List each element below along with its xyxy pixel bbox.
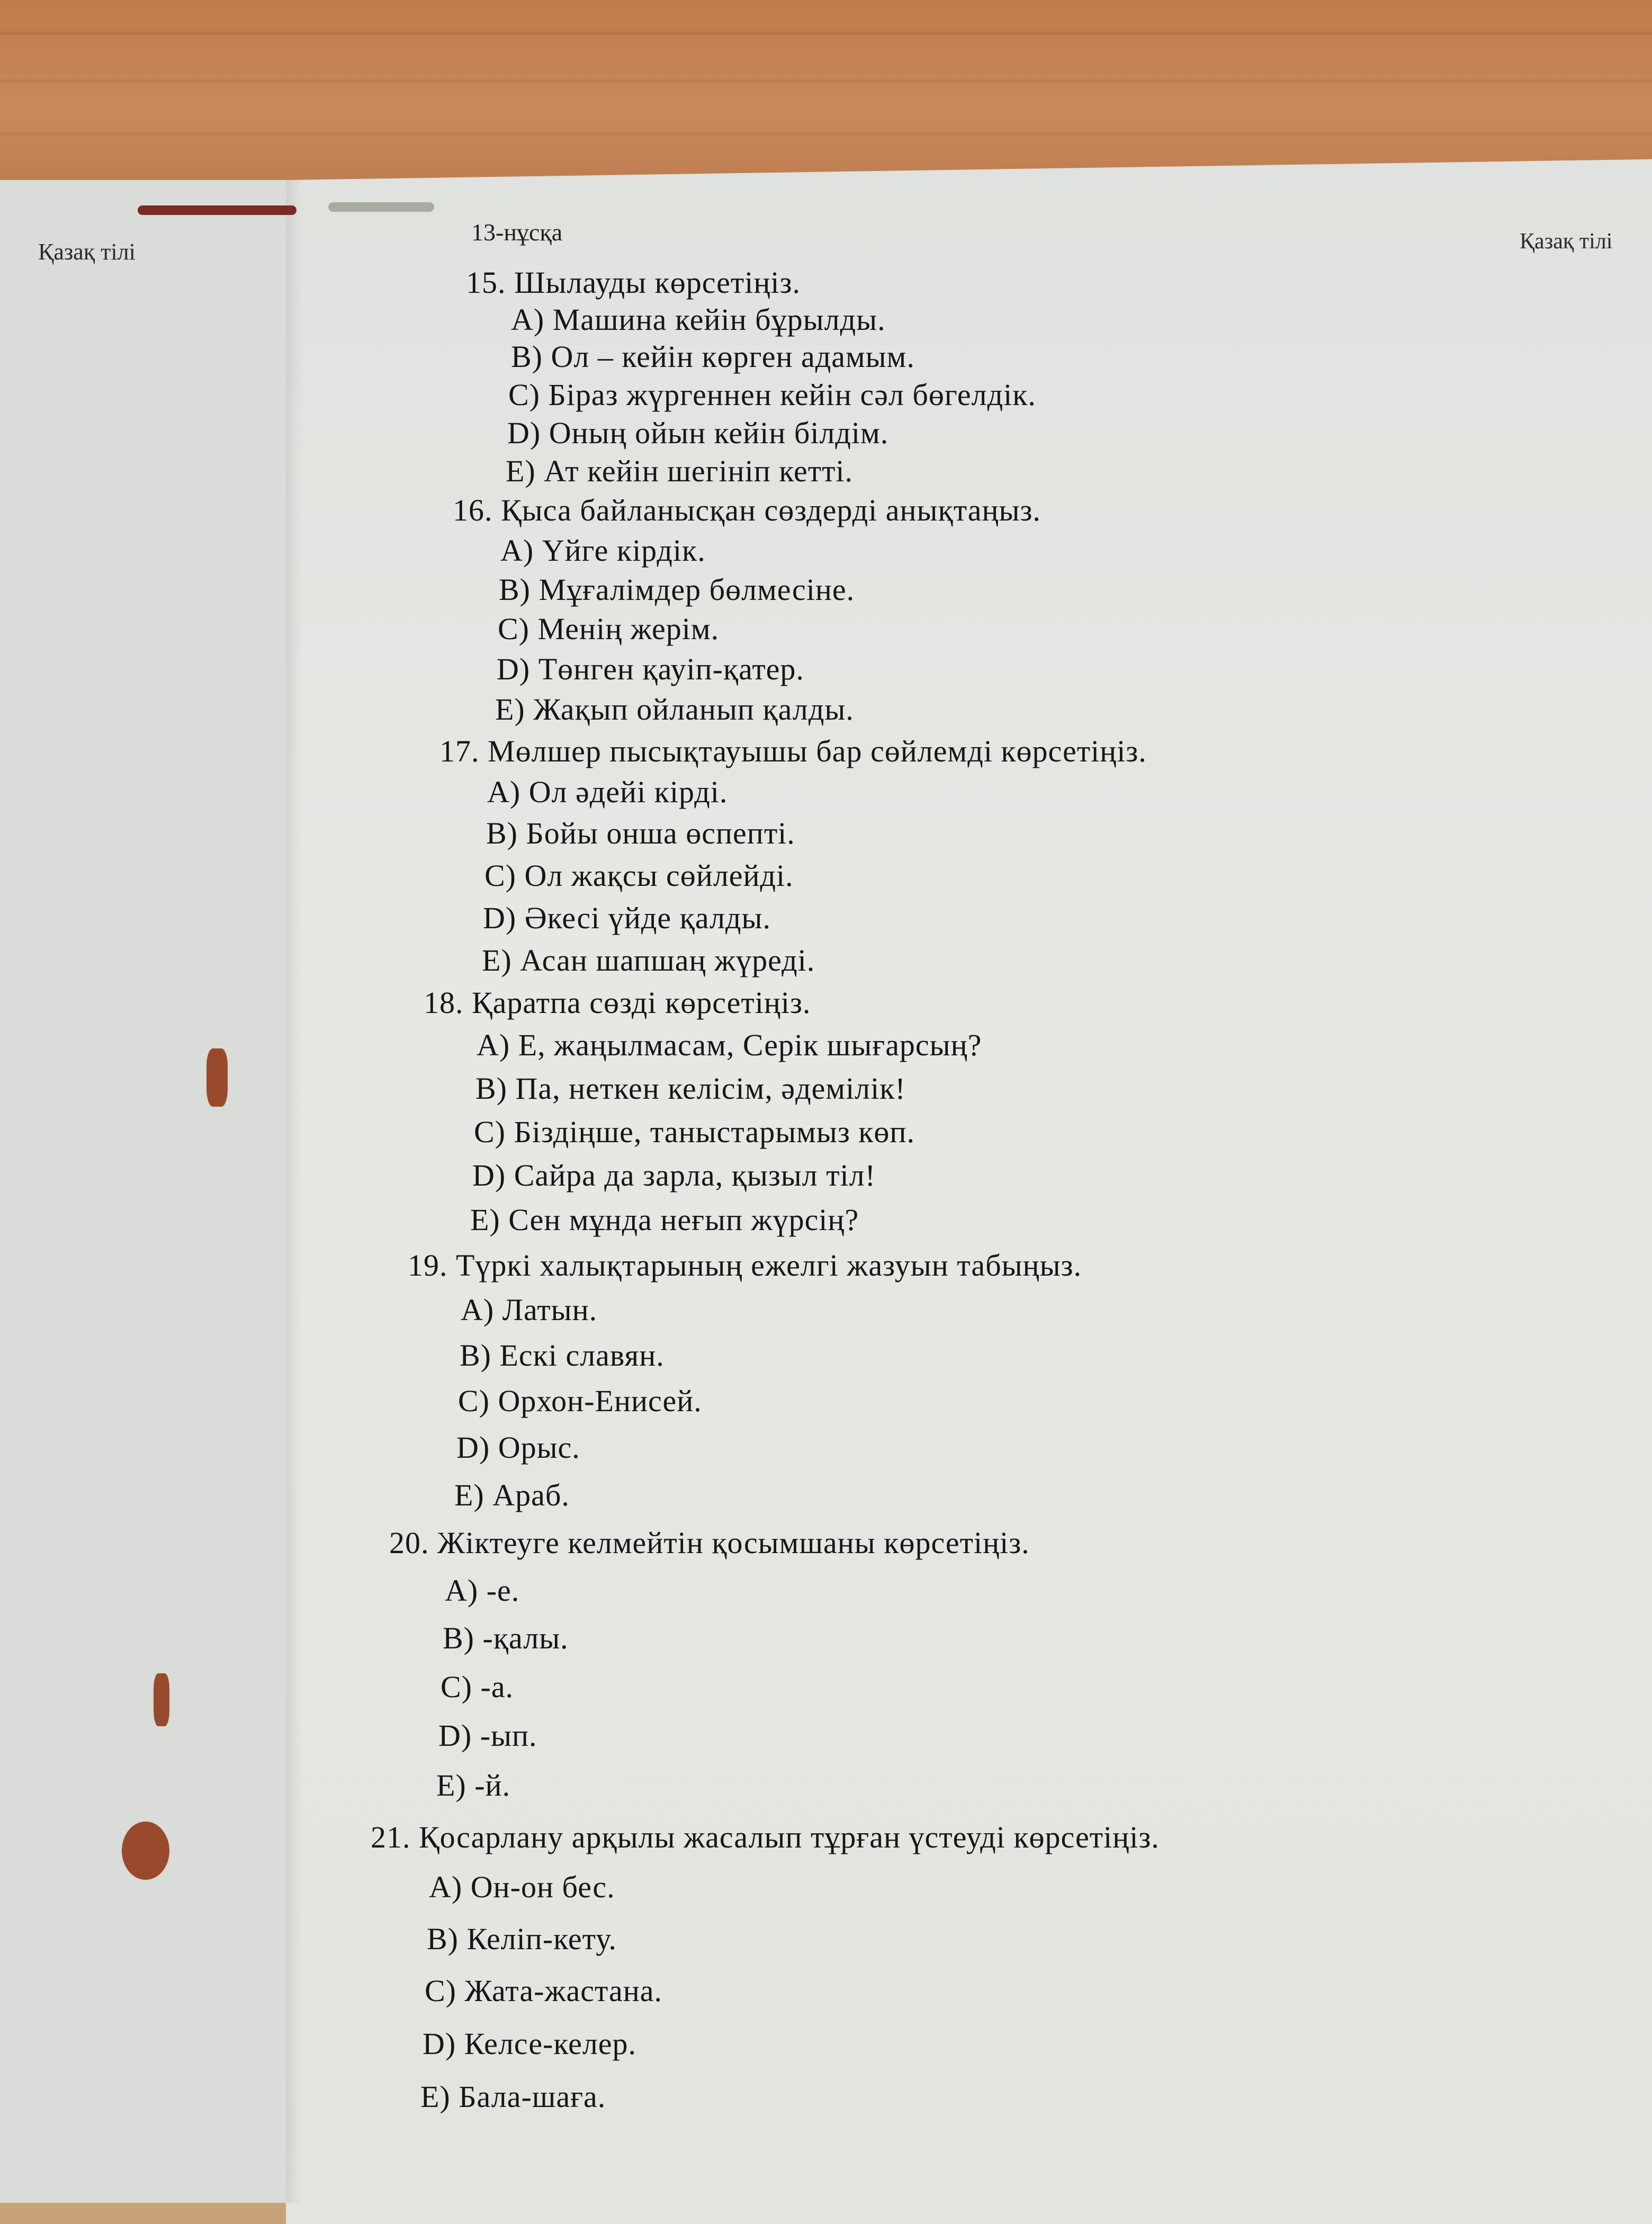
- option-21-a: A) Он-он бес.: [429, 1870, 615, 1904]
- option-18-d: D) Сайра да зарла, қызыл тіл!: [472, 1158, 876, 1192]
- question-15: [466, 265, 801, 300]
- question-number: 19.: [408, 1248, 448, 1283]
- option-21-d: D) Келсе-келер.: [423, 2026, 637, 2061]
- question-19: [408, 1248, 1082, 1283]
- option-18-c: C) Біздіңше, таныстарымыз көп.: [474, 1115, 915, 1149]
- question-text: Қосарлану арқылы жасалып тұрған үстеуді көрсетіңіз.: [419, 1820, 1160, 1854]
- option-19-b: B) Ескі славян.: [460, 1338, 665, 1373]
- question-text: Түркі халықтарының ежелгі жазуын табыңыз.: [456, 1248, 1082, 1283]
- pencil-mark: [328, 202, 434, 212]
- option-20-c: C) -а.: [441, 1670, 514, 1704]
- option-20-d: D) -ып.: [438, 1718, 537, 1753]
- option-16-a: A) Үйге кірдік.: [500, 533, 706, 568]
- question-text: Қыса байланысқан сөздерді анықтаңыз.: [501, 493, 1041, 527]
- wood-grain: [0, 132, 1652, 136]
- torn-edge: [206, 1048, 228, 1107]
- option-19-e: E) Араб.: [454, 1478, 570, 1512]
- question-text: Шылауды көрсетіңіз.: [514, 265, 801, 300]
- question-number: 16.: [453, 493, 493, 527]
- option-16-b: B) Мұғалімдер бөлмесіне.: [499, 572, 855, 607]
- option-21-c: C) Жата-жастана.: [425, 1974, 663, 2008]
- option-18-b: B) Па, неткен келісім, әдемілік!: [475, 1071, 906, 1106]
- question-number: 21.: [371, 1820, 411, 1854]
- torn-edge: [122, 1822, 169, 1880]
- option-16-e: E) Жақып ойланып қалды.: [495, 692, 854, 727]
- option-19-c: C) Орхон-Енисей.: [458, 1384, 702, 1418]
- option-17-e: E) Асан шапшаң жүреді.: [482, 943, 815, 978]
- option-15-c: C) Біраз жүргеннен кейін сәл бөгелдік.: [508, 378, 1036, 412]
- question-number: 18.: [424, 985, 464, 1020]
- torn-edge: [154, 1673, 169, 1726]
- option-15-e: E) Ат кейін шегініп кетті.: [506, 454, 854, 488]
- question-text: Жіктеуге келмейтін қосымшаны көрсетіңіз.: [437, 1526, 1030, 1560]
- option-18-a: A) Е, жаңылмасам, Серік шығарсың?: [477, 1028, 982, 1062]
- question-21: [371, 1819, 1160, 1855]
- question-16: [453, 492, 1041, 528]
- option-20-a: A) -е.: [445, 1573, 520, 1608]
- left-page: [0, 180, 318, 2203]
- option-16-d: D) Төнген қауіп-қатер.: [497, 652, 804, 686]
- option-21-e: E) Бала-шаға.: [420, 2079, 606, 2114]
- question-number: 17.: [439, 734, 480, 768]
- page-header-left: Қазақ тілі: [38, 239, 136, 265]
- option-15-a: A) Машина кейін бұрылды.: [511, 302, 886, 337]
- option-17-c: C) Ол жақсы сөйлейді.: [484, 858, 794, 893]
- ink-mark: [138, 205, 297, 215]
- question-text: Қаратпа сөзді көрсетіңіз.: [472, 985, 811, 1020]
- wood-grain: [0, 32, 1652, 35]
- variant-label: 13-нұсқа: [471, 219, 563, 246]
- option-20-b: B) -қалы.: [443, 1621, 569, 1655]
- question-number: 15.: [466, 265, 506, 300]
- question-20: [389, 1525, 1030, 1561]
- wood-grain: [0, 79, 1652, 83]
- option-17-d: D) Әкесі үйде қалды.: [483, 901, 771, 935]
- option-20-e: E) -й.: [436, 1768, 511, 1802]
- page-header-right: Қазақ тілі: [1520, 229, 1613, 254]
- option-19-a: A) Латын.: [461, 1293, 598, 1327]
- option-17-a: A) Ол әдейі кірді.: [487, 775, 728, 809]
- option-21-b: B) Келіп-кету.: [427, 1922, 617, 1956]
- question-17: [439, 733, 1147, 769]
- page-fold-shadow: [286, 180, 302, 2203]
- option-18-e: E) Сен мұнда неғып жүрсің?: [470, 1203, 859, 1237]
- question-number: 20.: [389, 1526, 429, 1560]
- option-19-d: D) Орыс.: [456, 1430, 580, 1465]
- option-16-c: C) Менің жерім.: [498, 612, 720, 646]
- option-17-b: B) Бойы онша өспепті.: [486, 816, 795, 850]
- question-18: [424, 985, 811, 1020]
- question-text: Мөлшер пысықтауышы бар сөйлемді көрсетіңіз.: [488, 734, 1147, 768]
- option-15-b: B) Ол – кейін көрген адамым.: [511, 339, 915, 374]
- option-15-d: D) Оның ойын кейін білдім.: [507, 416, 889, 450]
